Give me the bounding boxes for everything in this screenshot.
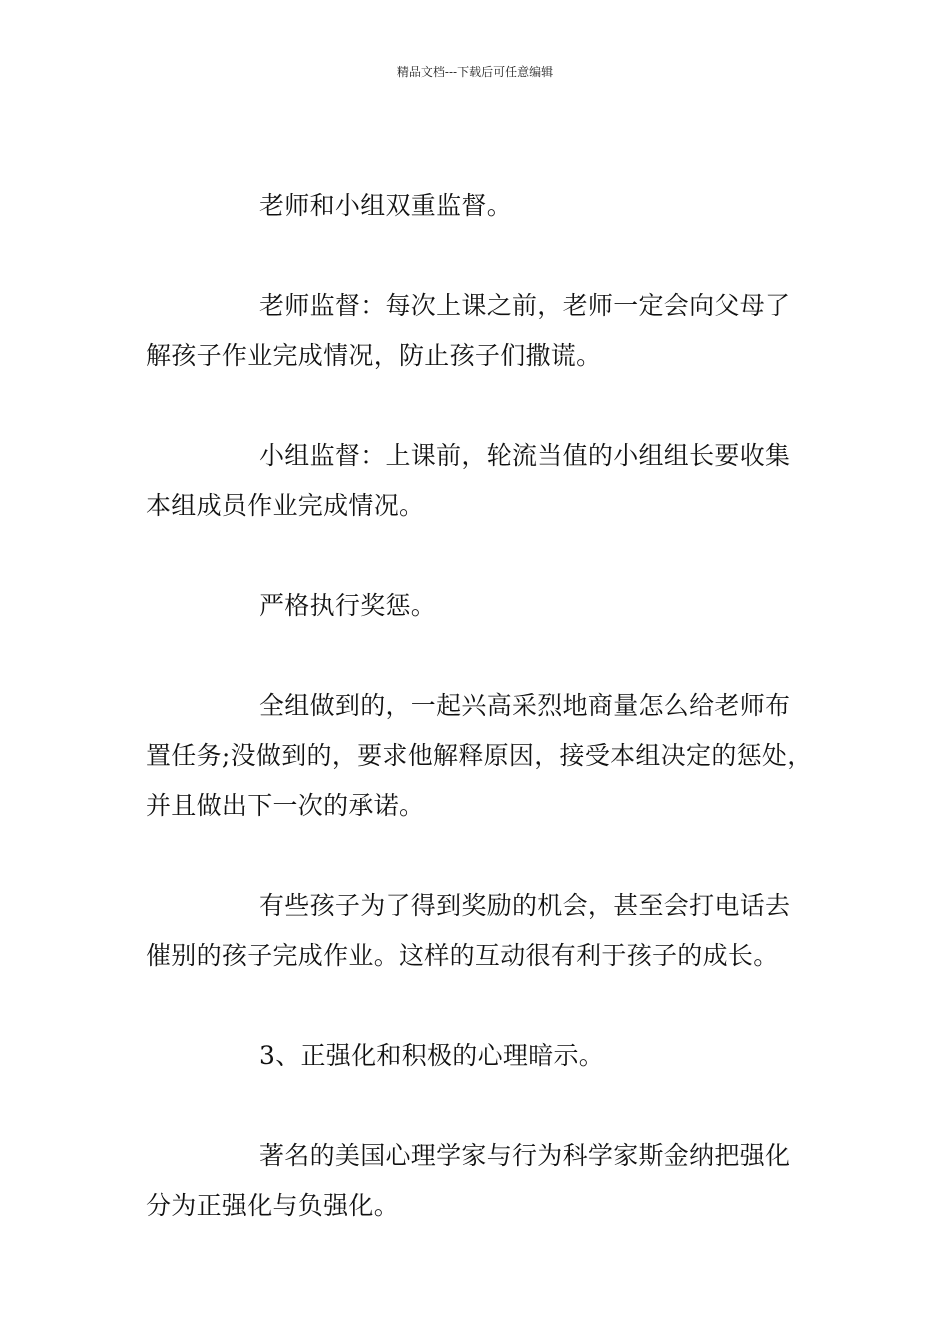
paragraph-line: 小组监督：上课前，轮流当值的小组组长要收集 [259,441,791,470]
paragraph-line: 有些孩子为了得到奖励的机会，甚至会打电话去 [259,891,791,920]
paragraph-line: 并且做出下一次的承诺。 [146,791,425,820]
paragraph [146,181,826,231]
paragraph-line: 3、正强化和积极的心理暗示。 [259,1041,605,1070]
paragraph-line: 催别的孩子完成作业。这样的互动很有利于孩子的成长。 [146,941,779,970]
paragraph-line: 解孩子作业完成情况，防止孩子们撒谎。 [146,341,602,370]
paragraph-line: 老师和小组双重监督。 [259,191,513,220]
paragraph [146,681,826,831]
paragraph [146,1031,826,1081]
document-body [146,181,826,1281]
paragraph [146,881,826,981]
paragraph-line: 分为正强化与负强化。 [146,1191,400,1220]
page-header: 精品文档---下载后可任意编辑 [396,65,554,79]
paragraph [146,431,826,531]
paragraph-line: 严格执行奖惩。 [259,591,437,620]
paragraph-line: 著名的美国心理学家与行为科学家斯金纳把强化 [259,1141,791,1170]
paragraph [146,1131,826,1231]
paragraph [146,281,826,381]
paragraph-line: 本组成员作业完成情况。 [146,491,425,520]
paragraph-line: 老师监督：每次上课之前，老师一定会向父母了 [259,291,791,320]
paragraph [146,581,826,631]
paragraph-line: 置任务;没做到的，要求他解释原因，接受本组决定的惩处， [146,741,813,770]
paragraph-line: 全组做到的，一起兴高采烈地商量怎么给老师布 [259,691,791,720]
